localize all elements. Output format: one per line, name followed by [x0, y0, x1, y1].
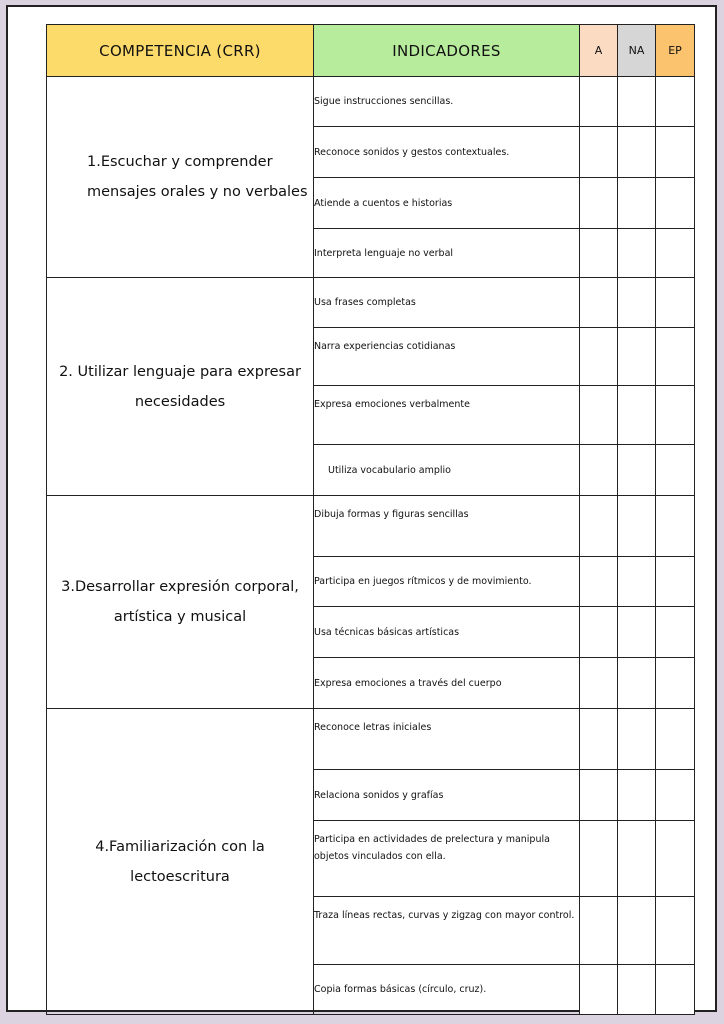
checkbox-na[interactable] [618, 897, 656, 965]
checkbox-na[interactable] [618, 229, 656, 278]
table-row [47, 278, 695, 328]
checkbox-ep[interactable] [656, 709, 695, 770]
indicador: Copia formas básicas (círculo, cruz). [314, 965, 580, 1015]
checkbox-a[interactable] [580, 607, 618, 658]
indicador: Traza líneas rectas, curvas y zigzag con mayor control. [314, 897, 580, 965]
checkbox-a[interactable] [580, 127, 618, 178]
checkbox-a[interactable] [580, 328, 618, 386]
checkbox-na[interactable] [618, 607, 656, 658]
checkbox-ep[interactable] [656, 496, 695, 557]
checkbox-na[interactable] [618, 328, 656, 386]
competencia-3: 3.Desarrollar expresión corporal, artística y musical [47, 496, 314, 709]
checkbox-ep[interactable] [656, 445, 695, 496]
indicador: Dibuja formas y figuras sencillas [314, 496, 580, 557]
checkbox-na[interactable] [618, 770, 656, 821]
checkbox-a[interactable] [580, 897, 618, 965]
checkbox-ep[interactable] [656, 229, 695, 278]
header-row [47, 25, 695, 77]
checkbox-na[interactable] [618, 821, 656, 897]
indicador: Expresa emociones verbalmente [314, 386, 580, 445]
checkbox-ep[interactable] [656, 328, 695, 386]
indicador: Interpreta lenguaje no verbal [314, 229, 580, 278]
checkbox-ep[interactable] [656, 965, 695, 1015]
checkbox-na[interactable] [618, 445, 656, 496]
checkbox-a[interactable] [580, 658, 618, 709]
indicador: Atiende a cuentos e historias [314, 178, 580, 229]
checkbox-na[interactable] [618, 658, 656, 709]
indicador: Expresa emociones a través del cuerpo [314, 658, 580, 709]
checkbox-na[interactable] [618, 965, 656, 1015]
competencia-2: 2. Utilizar lenguaje para expresar necesidades [47, 278, 314, 496]
checkbox-ep[interactable] [656, 821, 695, 897]
table-row [47, 709, 695, 770]
indicador: Participa en juegos rítmicos y de movimiento. [314, 557, 580, 607]
checkbox-na[interactable] [618, 496, 656, 557]
checkbox-ep[interactable] [656, 127, 695, 178]
header-ep: EP [656, 25, 695, 77]
indicador: Usa técnicas básicas artísticas [314, 607, 580, 658]
header-indicadores: INDICADORES [314, 25, 580, 77]
checkbox-a[interactable] [580, 965, 618, 1015]
checkbox-ep[interactable] [656, 178, 695, 229]
header-competencia: COMPETENCIA (CRR) [47, 25, 314, 77]
evaluation-rubric-table [46, 24, 695, 1015]
checkbox-a[interactable] [580, 709, 618, 770]
indicador: Sigue instrucciones sencillas. [314, 77, 580, 127]
checkbox-na[interactable] [618, 127, 656, 178]
indicador: Reconoce sonidos y gestos contextuales. [314, 127, 580, 178]
checkbox-na[interactable] [618, 386, 656, 445]
table-row [47, 496, 695, 557]
header-a: A [580, 25, 618, 77]
competencia-4: 4.Familiarización con la lectoescritura [47, 709, 314, 1015]
checkbox-ep[interactable] [656, 897, 695, 965]
checkbox-a[interactable] [580, 278, 618, 328]
checkbox-a[interactable] [580, 178, 618, 229]
checkbox-a[interactable] [580, 770, 618, 821]
checkbox-a[interactable] [580, 229, 618, 278]
checkbox-a[interactable] [580, 821, 618, 897]
document-page [6, 5, 717, 1012]
checkbox-a[interactable] [580, 77, 618, 127]
checkbox-na[interactable] [618, 77, 656, 127]
table-row [47, 77, 695, 127]
checkbox-ep[interactable] [656, 278, 695, 328]
header-na: NA [618, 25, 656, 77]
indicador: Reconoce letras iniciales [314, 709, 580, 770]
checkbox-ep[interactable] [656, 557, 695, 607]
indicador: Narra experiencias cotidianas [314, 328, 580, 386]
checkbox-na[interactable] [618, 709, 656, 770]
checkbox-a[interactable] [580, 496, 618, 557]
checkbox-na[interactable] [618, 278, 656, 328]
checkbox-a[interactable] [580, 557, 618, 607]
indicador: Relaciona sonidos y grafías [314, 770, 580, 821]
checkbox-a[interactable] [580, 386, 618, 445]
indicador: Usa frases completas [314, 278, 580, 328]
checkbox-ep[interactable] [656, 77, 695, 127]
checkbox-ep[interactable] [656, 658, 695, 709]
checkbox-ep[interactable] [656, 607, 695, 658]
checkbox-na[interactable] [618, 178, 656, 229]
checkbox-ep[interactable] [656, 386, 695, 445]
indicador: Utiliza vocabulario amplio [314, 445, 580, 496]
competencia-1: 1.Escuchar y comprender mensajes orales y no verbales [47, 77, 314, 278]
checkbox-a[interactable] [580, 445, 618, 496]
checkbox-ep[interactable] [656, 770, 695, 821]
indicador: Participa en actividades de prelectura y manipula objetos vinculados con ella. [314, 821, 580, 897]
checkbox-na[interactable] [618, 557, 656, 607]
